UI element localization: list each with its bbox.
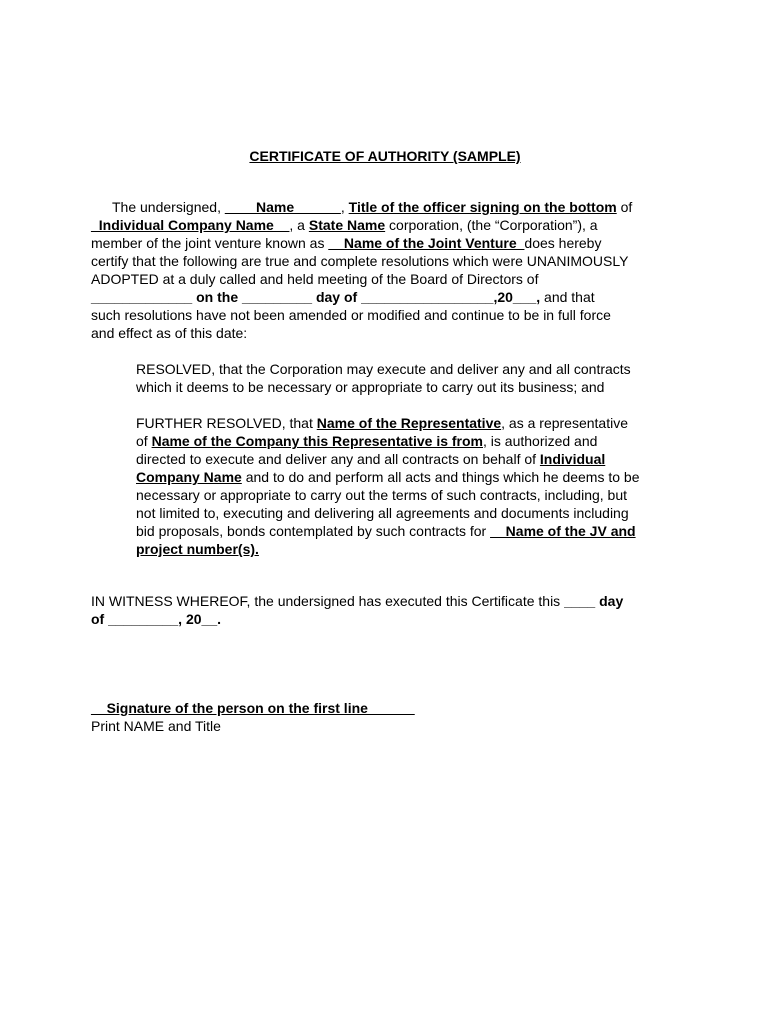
document-title: CERTIFICATE OF AUTHORITY (SAMPLE) [249, 148, 521, 164]
further-text: FURTHER RESOLVED, that [136, 415, 317, 431]
joint-venture-field: __Name of the Joint Venture_ [328, 235, 525, 251]
intro-line-6 [91, 288, 595, 306]
further-line-8 [136, 540, 259, 558]
further-line-4 [136, 468, 640, 486]
further-text: , as a representative [501, 415, 629, 431]
intro-line-8: and effect as of this date: [91, 325, 248, 341]
signature-line [91, 699, 415, 717]
further-text: , is authorized and [483, 433, 598, 449]
intro-line-4: certify that the following are true and complete resolutions which were UNANIMOUSLY [91, 253, 629, 269]
signature-field: __Signature of the person on the first line______ [91, 700, 415, 716]
intro-text: , a [289, 217, 309, 233]
witness-line-1 [91, 592, 623, 610]
intro-text: of [616, 199, 633, 215]
project-number-field: project number(s). [136, 541, 259, 557]
representative-company-field: Name of the Company this Representative is from [151, 433, 483, 449]
further-text: of [136, 433, 152, 449]
representative-field: Name of the Representative [316, 415, 502, 431]
further-text: directed to execute and deliver any and all contracts on behalf of [136, 451, 540, 467]
name-field: ____Name______ [224, 199, 341, 215]
intro-line-5: ADOPTED at a duly called and held meeting of the Board of Directors of [91, 271, 539, 287]
further-line-5: necessary or appropriate to carry out the terms of such contracts, including, but [136, 487, 628, 503]
further-line-2 [136, 432, 597, 450]
intro-line-2 [91, 216, 598, 234]
witness-text: IN WITNESS WHEREOF, the undersigned has executed this Certificate this [91, 593, 565, 609]
officer-title-field: Title of the officer signing on the bottom [348, 199, 617, 215]
intro-text: and that [540, 289, 595, 305]
intro-text: does hereby [524, 235, 602, 251]
intro-text: corporation, (the “Corporation”), a [385, 217, 598, 233]
resolved-line-2: which it deems to be necessary or appropriate to carry out its business; and [136, 379, 605, 395]
state-name-field: State Name [308, 217, 386, 233]
company-name-field-2: Company Name [136, 469, 242, 485]
further-line-3 [136, 450, 605, 468]
company-name-field: _Individual Company Name__ [91, 217, 290, 233]
jv-name-field: __Name of the JV and [490, 523, 636, 539]
intro-line-1 [112, 198, 632, 216]
individual-field: Individual [539, 451, 606, 467]
witness-day-field: ____ day [564, 593, 624, 609]
further-line-1 [136, 414, 628, 432]
intro-line-3 [91, 234, 601, 252]
resolved-line-1: RESOLVED, that the Corporation may execute and deliver any and all contracts [136, 361, 631, 377]
meeting-date-fields: _____________ on the _________ day of _________________,20___, [91, 289, 541, 305]
further-text: and to do and perform all acts and things which he deems to be [241, 469, 640, 485]
further-line-6: not limited to, executing and delivering all agreements and documents including [136, 505, 629, 521]
witness-date-field: of _________, 20__. [91, 611, 221, 627]
further-text: bid proposals, bonds contemplated by such contracts for [136, 523, 491, 539]
further-line-7 [136, 522, 636, 540]
intro-text: member of the joint venture known as [91, 235, 329, 251]
print-name-label: Print NAME and Title [91, 718, 221, 734]
witness-line-2 [91, 610, 221, 628]
intro-line-7: such resolutions have not been amended or modified and continue to be in full force [91, 307, 611, 323]
intro-text: , [340, 199, 349, 215]
intro-text: The undersigned, [112, 199, 225, 215]
